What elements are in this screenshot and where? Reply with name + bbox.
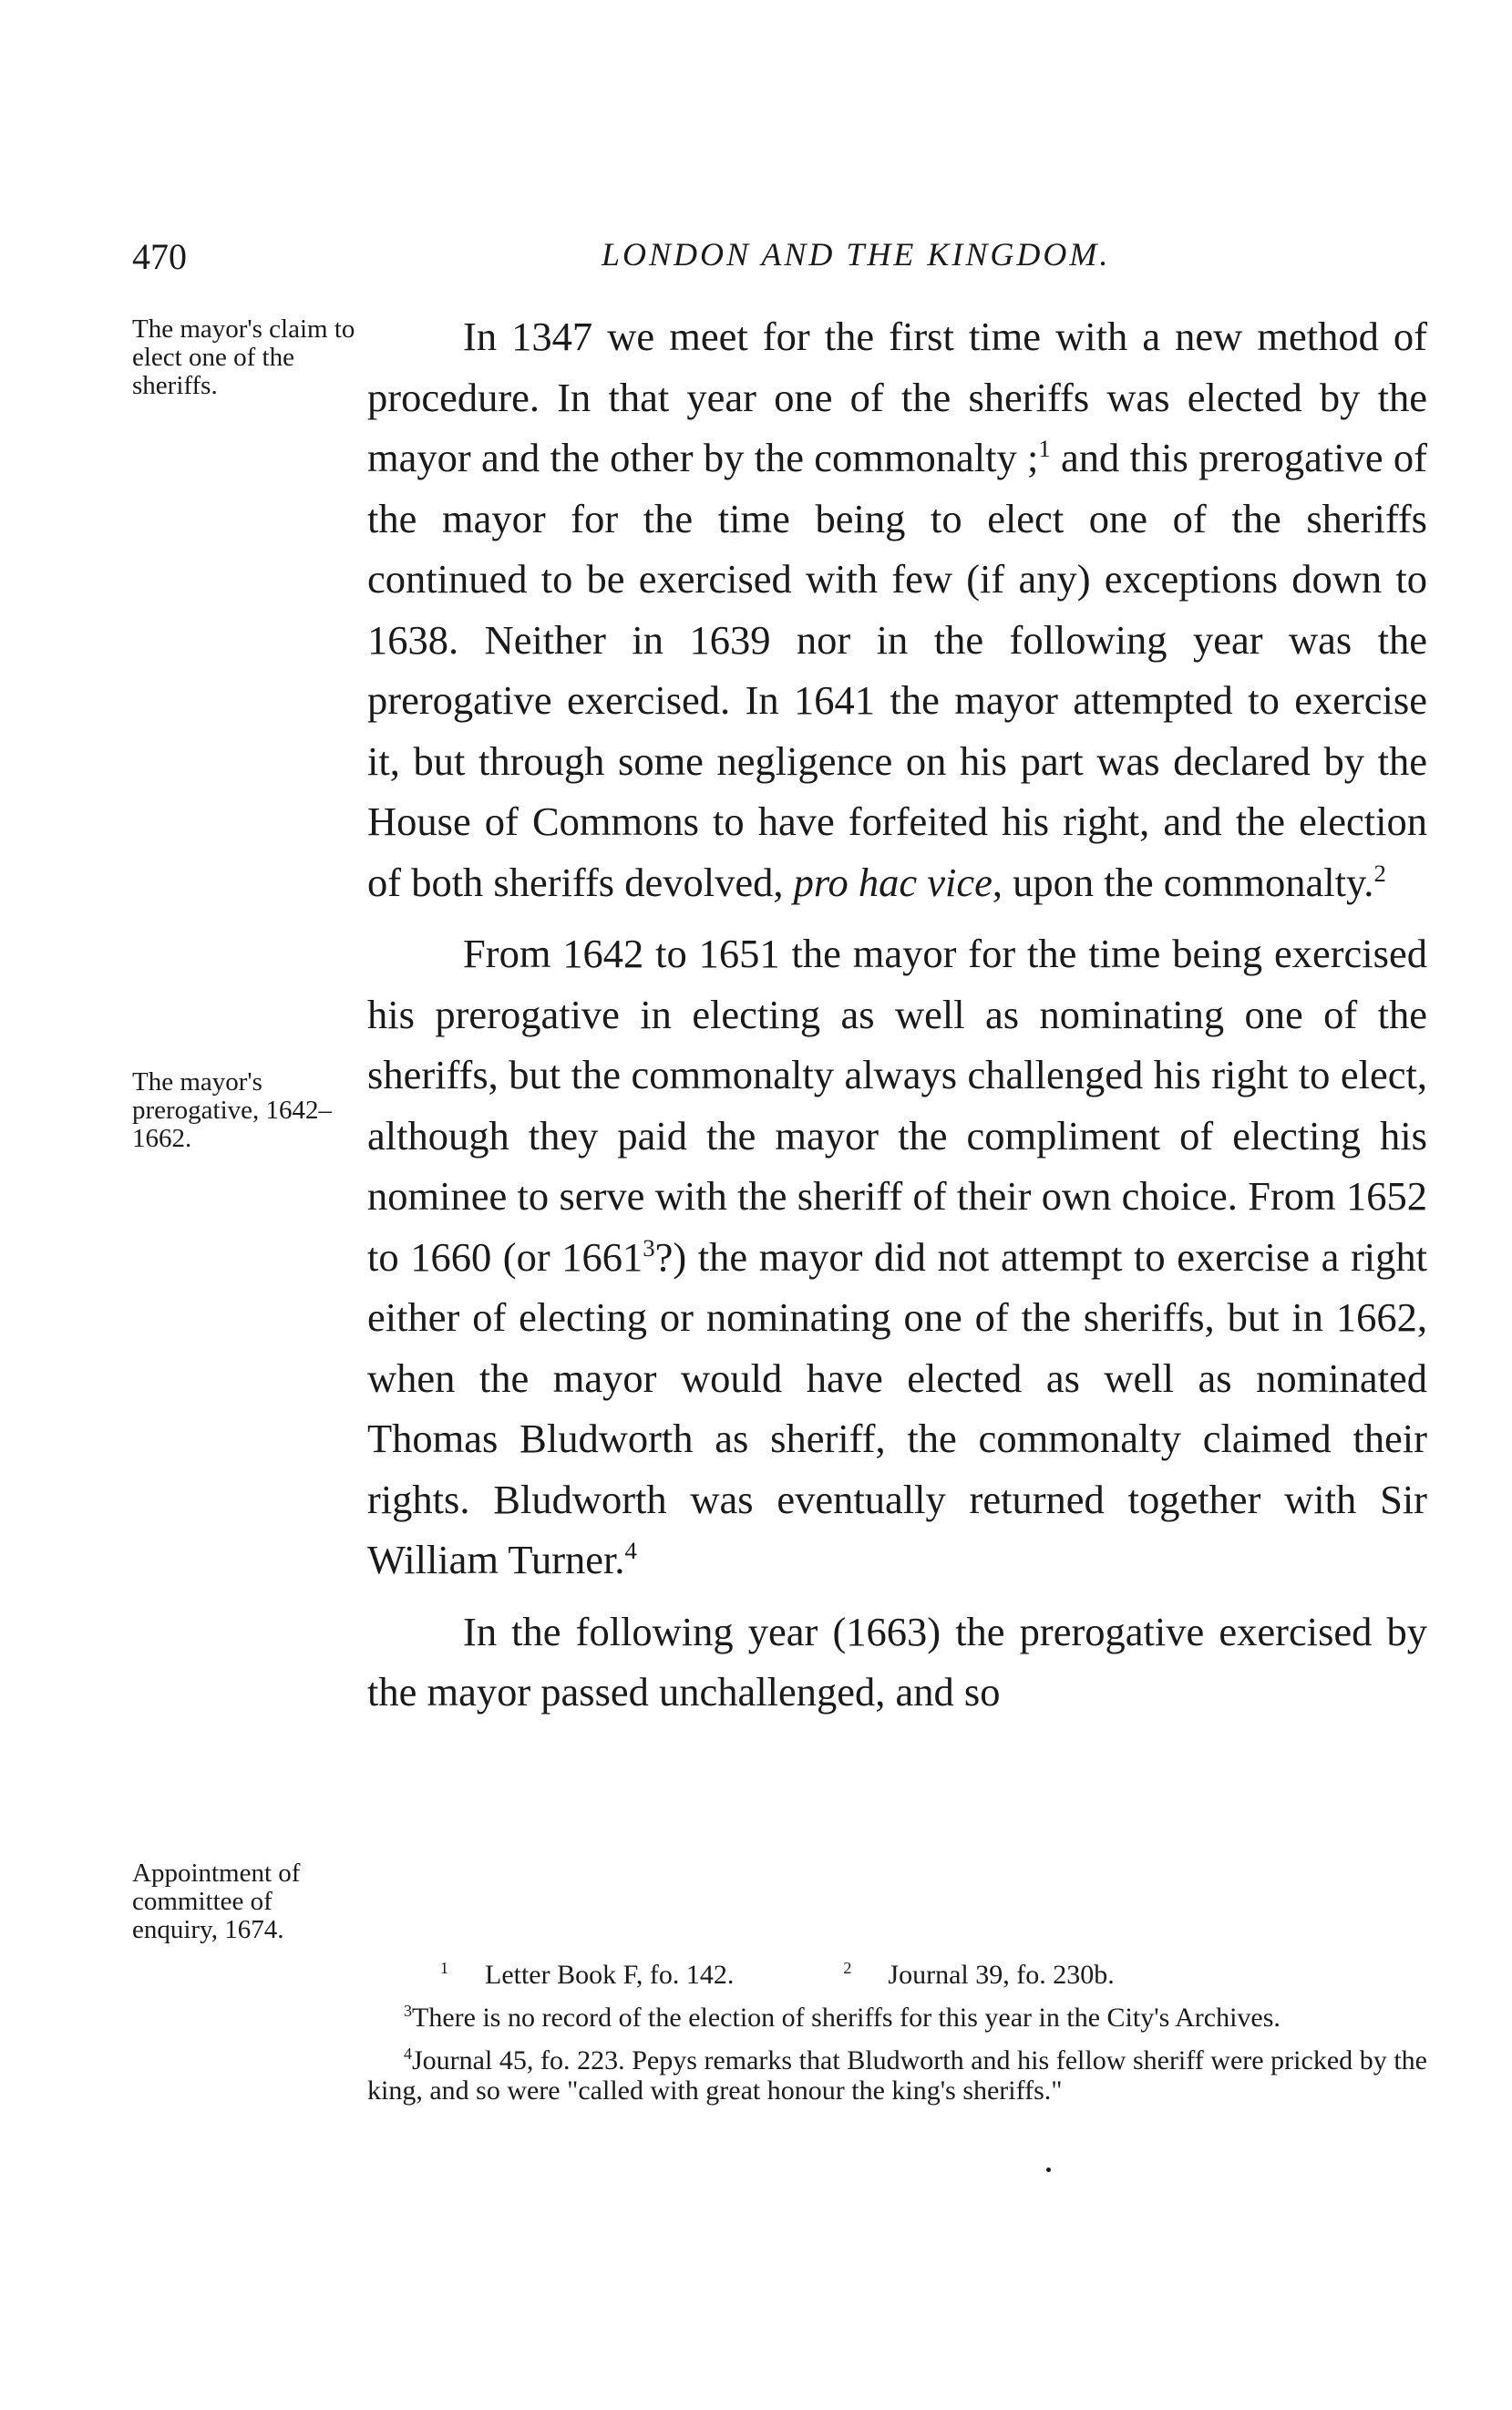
body-text (367, 306, 1427, 1734)
footnote-2 (807, 1960, 1114, 1990)
italic-phrase: pro hac vice (793, 859, 993, 905)
footnote-text: Journal 39, fo. 230b. (888, 1960, 1115, 1990)
footnote-number: 3 (404, 2002, 412, 2020)
footnote-text: Letter Book F, fo. 142. (485, 1960, 735, 1990)
paragraph-text: In 1347 we meet for the first time with a new method of procedure. In that year one of the sheriffs was elected by the mayor and the other by the commonalty ; (367, 314, 1427, 480)
footnote-text: There is no record of the election of sheriffs for this year in the City's Archives. (412, 2003, 1281, 2033)
stray-mark (1046, 2168, 1051, 2172)
footnote-number: 1 (440, 1959, 448, 1977)
footnote-ref: 3 (643, 1233, 655, 1262)
paragraph-text: and this prerogative of the mayor for the time being to elect one of the sheriffs continued to be exercised with few (if any) exceptions down to 1638. Neither in 1639 nor in the following year was the prerogative exercised. In 1641 the mayor attempted to exercise it, but through some negligence on his part was declared by the House of Commons to have forfeited his right, and the election of both sheriffs devolved, (367, 435, 1427, 905)
footnote-ref: 2 (1373, 859, 1386, 887)
paragraph (367, 306, 1427, 912)
footnote-ref: 4 (624, 1537, 637, 1565)
paragraph-text: ?) the mayor did not attempt to exercise a right either of electing or nominating one of the sheriffs, but in 1662, when the mayor would have elected as well as nominated Thomas Bludworth as sheriff, the commonalty claimed their rights. Bludworth was eventually returned together with Sir William Turner. (367, 1233, 1427, 1582)
footnote-4 (367, 2045, 1427, 2106)
sidenote-mayor-prerogative: The mayor's prerogative, 1642–1662. (132, 1067, 333, 1153)
running-head: LONDON AND THE KINGDOM. (602, 236, 1111, 273)
sidenote-committee-enquiry: Appointment of committee of enquiry, 1674. (132, 1859, 301, 1944)
footnote-1 (404, 1960, 734, 1990)
paragraph (367, 1602, 1427, 1723)
paragraph-text: , upon the commonalty. (992, 859, 1374, 905)
footnote-ref: 1 (1038, 435, 1051, 463)
footnote-text: Journal 45, fo. 223. Pepys remarks that Bludworth and his fellow sheriff were pricked by the king, and so were "called with great honour the king's sheriffs." (367, 2045, 1427, 2106)
footnote-number: 4 (404, 2044, 412, 2063)
paragraph-text: From 1642 to 1651 the mayor for the time being exercised his prerogative in electing as well as nominating one of the sheriffs, but the commonalty always challenged his right to elect, although they paid the mayor the compliment of electing his nominee to serve with the sheriff of their own choice. From 1652 to 1660 (or 1661 (367, 931, 1427, 1280)
footnotes (367, 1960, 1427, 2118)
footnote-row (367, 1960, 1427, 1990)
paragraph-text: In the following year (1663) the prerogative exercised by the mayor passed unchallenged, and so (367, 1608, 1427, 1715)
footnote-3 (367, 2003, 1427, 2033)
sidenote-mayor-claim: The mayor's claim to elect one of the sheriffs. (132, 314, 355, 400)
footnote-number: 2 (843, 1959, 852, 1977)
page-number: 470 (132, 236, 187, 277)
paragraph (367, 923, 1427, 1591)
